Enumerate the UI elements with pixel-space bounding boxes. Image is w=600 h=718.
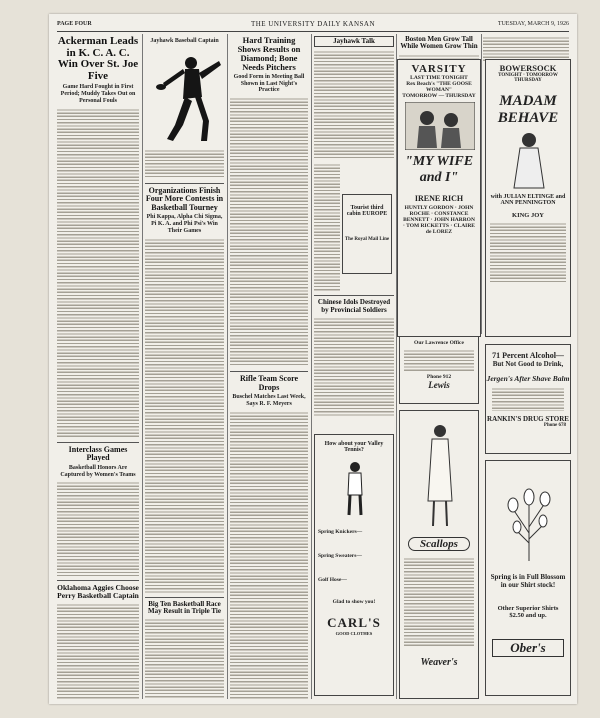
cast-list: HUNTLY GORDON · JOHN ROCHE · CONSTANCE BENNETT · JOHN HARRON · TOM RICKETTS · CLAIRE de LOREZ <box>403 205 475 235</box>
tennis-figure-illustration <box>340 459 370 519</box>
lawrence-office: Our Lawrence Office <box>414 340 464 346</box>
carls-tagline: GOOD CLOTHES <box>335 631 373 636</box>
headline-rifle: Rifle Team Score Drops <box>230 371 308 392</box>
headline-oklahoma: Oklahoma Aggies Choose Perry Basketball Captain <box>57 580 139 600</box>
scallops-title: Scallops <box>408 537 470 551</box>
spring-blossom: Spring is in Full Blossom in our Shirt stock! <box>490 573 566 589</box>
weavers-logo: Weaver's <box>420 657 458 668</box>
bowersock-dates: TONIGHT · TOMORROW THURSDAY <box>498 73 558 83</box>
article-body <box>314 317 394 417</box>
carls-ad <box>314 434 394 696</box>
rankins-phone: Phone 678 <box>543 423 566 428</box>
goose-dates: TOMORROW — THURSDAY <box>402 93 476 99</box>
article-body <box>314 163 340 291</box>
tourist-cabin-ad <box>342 194 392 274</box>
obers-logo: Ober's <box>492 639 564 657</box>
tourist-ad-title: Tourist third cabin EUROPE <box>346 205 388 217</box>
headline-boston: Boston Men Grow Tall While Women Grow Thin <box>400 36 478 51</box>
flower-illustration <box>499 473 559 563</box>
ad-body <box>404 557 474 647</box>
column-1 <box>57 36 139 699</box>
article-body <box>145 618 224 699</box>
rankins-name: RANKIN'S DRUG STORE <box>487 415 569 423</box>
article-body <box>483 36 569 61</box>
newspaper-page <box>49 14 577 704</box>
weavers-ad <box>399 410 479 699</box>
king-joy: KING JOY <box>512 212 544 219</box>
varsity-last-time: LAST TIME TONIGHT <box>410 75 468 81</box>
headline-big-ten: Big Ten Basketball Race May Result in Triple Tie <box>145 597 224 616</box>
jayhawk-talk-header: Jayhawk Talk <box>314 36 394 47</box>
golf-hose: Golf Hose— <box>318 577 347 583</box>
subhead-organizations: Phi Kappa, Alpha Chi Sigma, Pi K. A. and Phi Psi's Win Their Games <box>146 214 223 234</box>
column-3 <box>230 36 308 699</box>
phone-number: Phone 912 <box>426 374 452 380</box>
column-4 <box>314 36 394 699</box>
subhead-rifle: Buschel Matches Last Week, Says R. F. Meyers <box>232 394 306 408</box>
subhead-ackerman: Game Hard Fought in First Period; Muddy Takes Out on Personal Fouls <box>60 84 136 104</box>
column-2 <box>145 36 224 699</box>
column-divider <box>227 34 228 699</box>
woman-fashion-illustration <box>420 421 460 531</box>
alcohol-subhead: But Not Good to Drink, <box>492 360 564 368</box>
bowersock-title: BOWERSOCK <box>499 63 557 73</box>
optometrist-ad <box>399 336 479 404</box>
julian-eltinge: with JULIAN ELTINGE and ANN PENNINGTON <box>490 194 566 206</box>
article-body <box>57 108 139 438</box>
ad-body <box>404 349 474 371</box>
jergens-balm: Jergen's After Shave Balm <box>486 374 570 383</box>
spring-knickers: Spring Knickers— <box>318 529 363 535</box>
caption-text <box>145 149 224 179</box>
headline-hard-training: Hard Training Shows Results on Diamond; Bone Needs Pitchers <box>237 36 301 72</box>
irene-rich: IRENE RICH <box>414 194 464 203</box>
paper-name: THE UNIVERSITY DAILY KANSAN <box>250 20 376 28</box>
headline-interclass: Interclass Games Played <box>57 442 139 463</box>
article-body <box>314 50 394 160</box>
column-divider <box>481 34 482 334</box>
article-body <box>230 97 308 367</box>
masthead-rule <box>57 31 569 32</box>
spring-sweaters: Spring Sweaters— <box>318 553 362 559</box>
photo-caption: Jayhawk Baseball Captain <box>150 38 219 44</box>
article-body <box>145 238 224 593</box>
headline-ackerman: Ackerman Leads in K. C. A. C. Win Over St. Joe Five <box>57 36 139 82</box>
column-divider <box>142 34 143 699</box>
headline-organizations: Organizations Finish Four More Contests in Basketball Tourney <box>145 183 224 212</box>
issue-date: TUESDAY, MARCH 9, 1926 <box>497 21 569 27</box>
article-body <box>230 411 308 699</box>
obers-shirt-ad <box>485 460 571 696</box>
subhead-hard-training: Good Form in Meeting Ball Shown in Last Night's Practice <box>233 73 305 94</box>
valley-tennis-title: How about your Valley Tennis? <box>324 441 384 453</box>
madam-behave-title: MADAM BEHAVE <box>497 93 559 126</box>
royal-mail-line: The Royal Mail Line <box>344 237 390 242</box>
baseball-player-photo <box>145 47 224 147</box>
page-number: PAGE FOUR <box>57 21 92 27</box>
ad-body <box>490 222 566 282</box>
movie-still-illustration <box>405 102 475 150</box>
actress-illustration <box>504 130 554 190</box>
carls-logo: CARL'S <box>327 615 381 630</box>
article-body <box>57 603 139 699</box>
other-shirts: Other Superior Shirts $2.50 and up. <box>497 605 559 619</box>
my-wife-and-i-title: "MY WIFE and I" <box>404 154 474 185</box>
ad-body <box>492 387 564 411</box>
lewis-logo: Lewis <box>428 380 450 390</box>
masthead <box>57 19 569 31</box>
alcohol-headline: 71 Percent Alcohol— <box>492 351 564 360</box>
bowersock-theater-ad <box>485 59 571 337</box>
article-body <box>57 481 139 576</box>
glad-to-show: Glad to show you! <box>332 599 376 605</box>
goose-woman: Rex Beach's "THE GOOSE WOMAN" <box>406 81 472 93</box>
headline-chinese: Chinese Idols Destroyed by Provincial Soldiers <box>314 295 394 314</box>
subhead-interclass: Basketball Honors Are Captured by Women's Teams <box>60 464 136 478</box>
varsity-title: VARSITY <box>411 63 467 75</box>
varsity-theater-ad <box>397 59 481 337</box>
rankins-drug-store-ad <box>485 344 571 454</box>
column-divider <box>311 34 312 699</box>
